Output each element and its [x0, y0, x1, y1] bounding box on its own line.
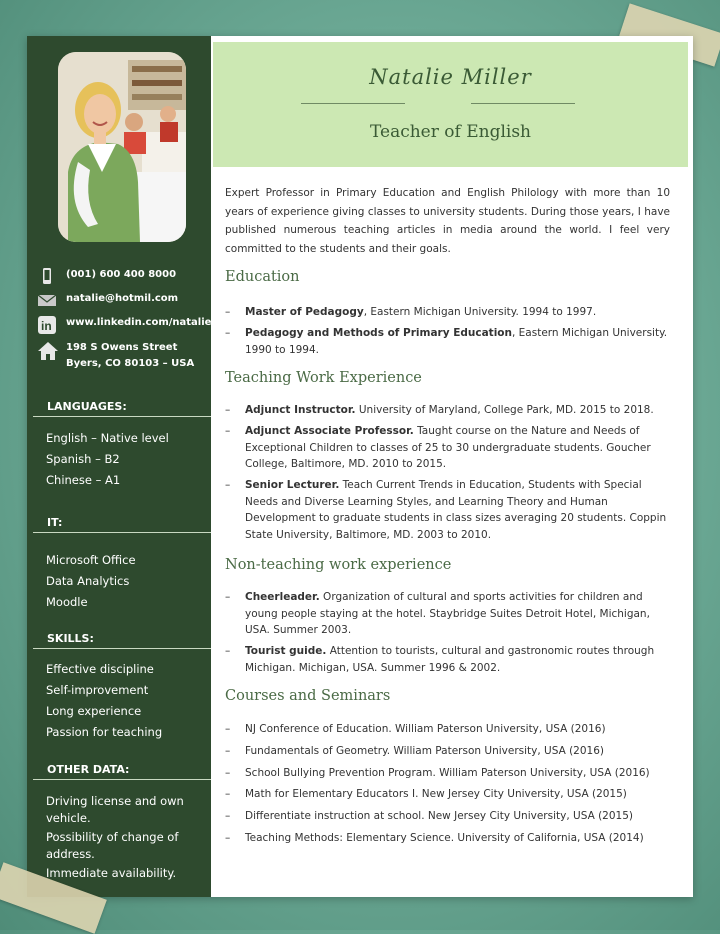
list-item: – Differentiate instruction at school. New Jersey City University, USA (2015): [225, 810, 633, 823]
list-item: – Math for Elementary Educators I. New Jersey City University, USA (2015): [225, 788, 627, 801]
list-item: – Adjunct Associate Professor. Taught course on the Nature and Needs of Exceptional Children to classes of 25 to 30 undergraduate students. Goucher College, Baltimore, MD. 2010 to 2015.: [225, 425, 651, 470]
it-heading: IT:: [33, 516, 211, 533]
svg-text:in: in: [41, 319, 52, 333]
profile-photo: [58, 52, 186, 242]
education-list: [225, 304, 675, 363]
divider: [301, 103, 405, 104]
languages-list: [46, 428, 206, 491]
list-item: – Senior Lecturer. Teach Current Trends in Education, Students with Special Needs and Diverse Learning Styles, and Learning Theory and Human Development to graduate students in class sizes averaging 20 students. Coppin State University, Baltimore, MD. 2003 to 2010.: [225, 479, 667, 541]
list-item: Self-improvement: [46, 683, 149, 697]
profile-summary: Expert Professor in Primary Education and English Philology with more than 10 years of experience giving classes to university students. During those years, I have published numerous teaching articles in media around the world. I feel very committed to the students and their goals.: [225, 187, 670, 256]
list-item: Immediate availability.: [46, 866, 177, 880]
courses-list: [225, 721, 675, 852]
email-link[interactable]: natalie@hotmil.com: [66, 293, 179, 304]
list-item: Effective discipline: [46, 662, 154, 676]
list-item: Driving license and own vehicle.: [46, 794, 184, 825]
list-item: Possibility of change of address.: [46, 830, 179, 861]
list-item: – Fundamentals of Geometry. William Paterson University, USA (2016): [225, 744, 605, 757]
list-item: – Master of Pedagogy, Eastern Michigan University. 1994 to 1997.: [225, 306, 597, 318]
other-data-heading: OTHER DATA:: [33, 763, 211, 780]
resume-sheet: [27, 36, 693, 897]
languages-heading: LANGUAGES:: [33, 400, 211, 417]
list-item: – Adjunct Instructor. University of Maryland, College Park, MD. 2015 to 2018.: [225, 404, 654, 416]
non-teaching-heading: Non-teaching work experience: [225, 557, 452, 573]
list-item: Spanish – B2: [46, 452, 120, 466]
list-item: – Cheerleader. Organization of cultural and sports activities for children and young people staying at the hotel. Staybridge Suites Detroit Hotel, Michigan, USA. Summer 2003.: [225, 591, 650, 636]
list-item: Long experience: [46, 704, 142, 718]
teaching-experience-heading: Teaching Work Experience: [225, 370, 422, 386]
list-item: Microsoft Office: [46, 553, 136, 567]
sidebar: [27, 36, 211, 897]
linkedin-icon: [37, 316, 57, 332]
phone-number[interactable]: (001) 600 400 8000: [66, 269, 177, 280]
candidate-name: Natalie Miller: [369, 65, 532, 89]
courses-heading: Courses and Seminars: [225, 688, 391, 704]
other-data-list: [46, 793, 206, 885]
list-item: – Teaching Methods: Elementary Science. University of California, USA (2014): [225, 831, 644, 844]
list-item: – School Bullying Prevention Program. William Paterson University, USA (2016): [225, 766, 650, 779]
list-item: – NJ Conference of Education. William Paterson University, USA (2016): [225, 723, 606, 735]
address-line-2: Byers, CO 80103 – USA: [66, 358, 195, 369]
home-icon: [37, 341, 57, 357]
teaching-experience-list: [225, 402, 675, 548]
skills-heading: SKILLS:: [33, 632, 211, 649]
job-title: Teacher of English: [370, 122, 531, 142]
list-item: English – Native level: [46, 431, 169, 445]
education-heading: Education: [225, 269, 300, 285]
list-item: Moodle: [46, 595, 88, 609]
envelope-icon: [37, 292, 57, 308]
address-line-1: 198 S Owens Street: [66, 342, 178, 353]
list-item: Passion for teaching: [46, 725, 163, 739]
linkedin-link[interactable]: www.linkedin.com/natalie: [66, 317, 212, 328]
it-list: [46, 550, 206, 613]
list-item: – Tourist guide. Attention to tourists, cultural and gastronomic routes through Michigan. Michigan, USA. Summer 1996 & 2002.: [225, 645, 655, 674]
divider: [471, 103, 575, 104]
list-item: Data Analytics: [46, 574, 130, 588]
non-teaching-list: [225, 589, 675, 681]
list-item: – Pedagogy and Methods of Primary Education, Eastern Michigan University. 1990 to 1994.: [225, 327, 668, 356]
name-header: [213, 42, 688, 167]
list-item: Chinese – A1: [46, 473, 121, 487]
phone-icon: [37, 268, 57, 284]
skills-list: [46, 659, 206, 743]
